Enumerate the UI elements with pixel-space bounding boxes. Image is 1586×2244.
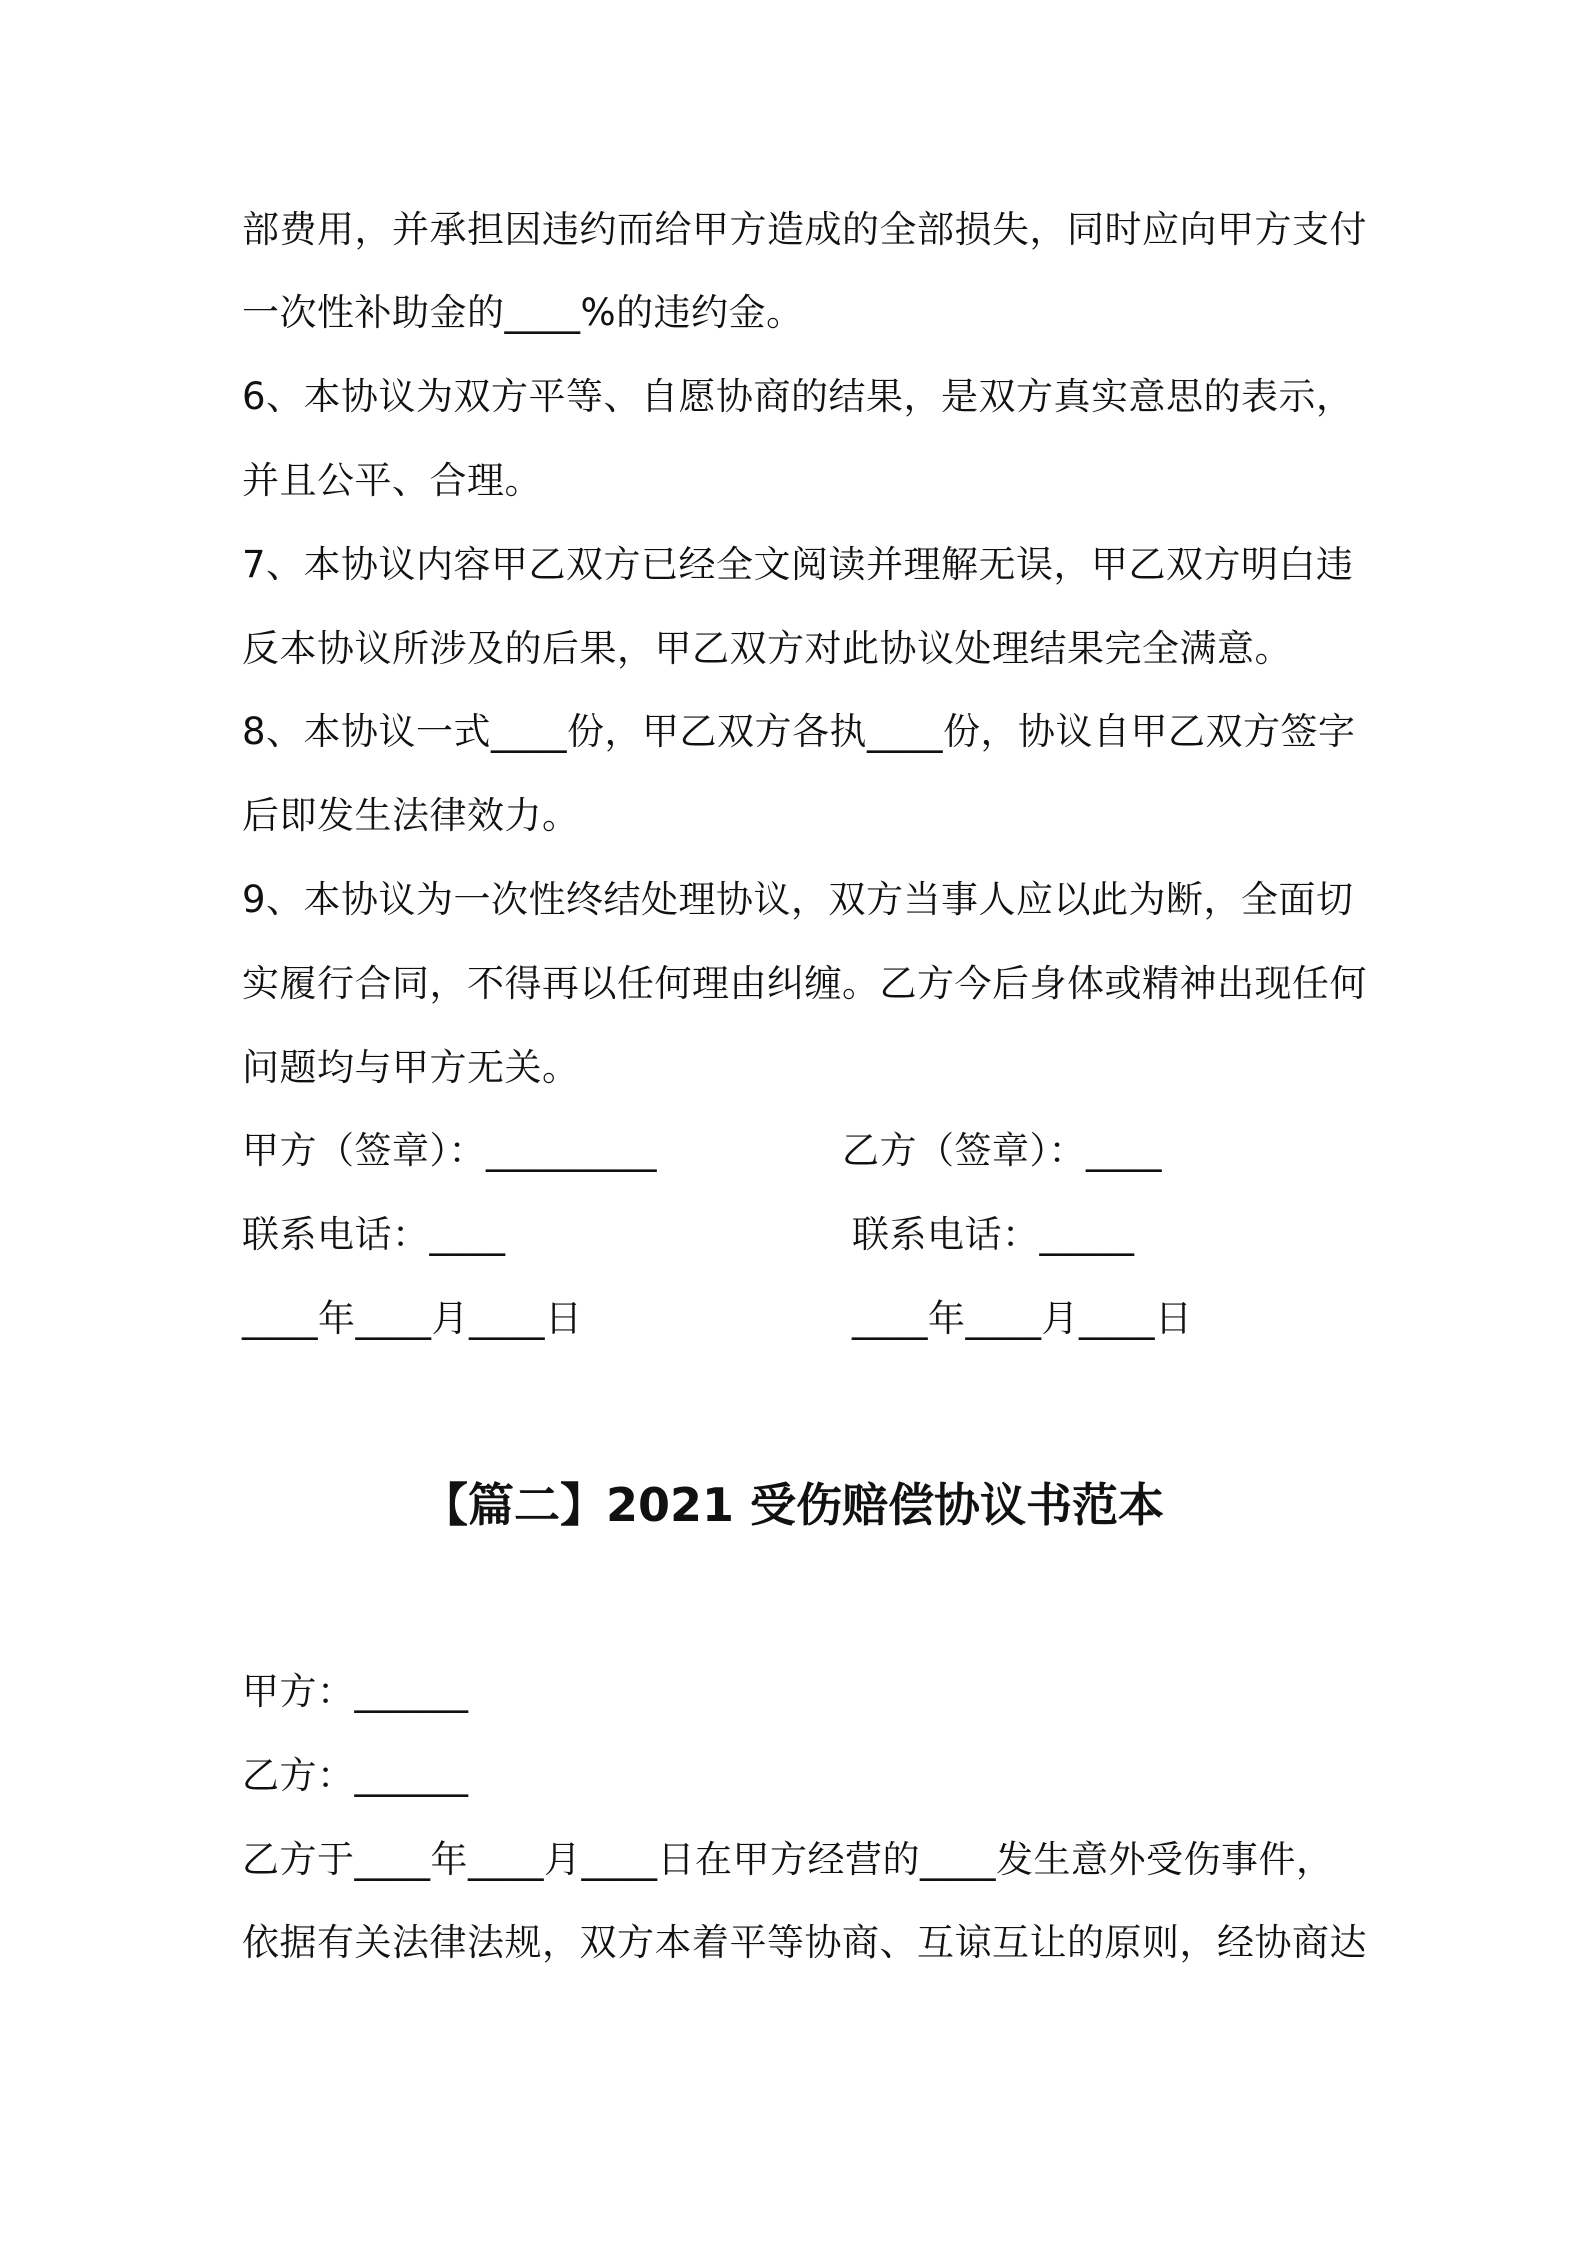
paragraph-line: 实履行合同，不得再以任何理由纠缠。乙方今后身体或精神出现任何 bbox=[242, 962, 1367, 1005]
paragraph-line: 部费用，并承担因违约而给甲方造成的全部损失，同时应向甲方支付 bbox=[242, 208, 1367, 251]
clause-8-line: 8、本协议一式____份，甲乙双方各执____份，协议自甲乙双方签字 bbox=[242, 710, 1356, 753]
paragraph-line: 反本协议所涉及的后果，甲乙双方对此协议处理结果完全满意。 bbox=[242, 627, 1292, 670]
clause-6-line: 6、本协议为双方平等、自愿协商的结果，是双方真实意思的表示， bbox=[242, 375, 1354, 418]
paragraph-line: 一次性补助金的____%的违约金。 bbox=[242, 291, 804, 334]
paragraph-line: 后即发生法律效力。 bbox=[242, 794, 580, 837]
paragraph-line: 问题均与甲方无关。 bbox=[242, 1046, 580, 1089]
party-a-field: 甲方：______ bbox=[242, 1670, 469, 1713]
party-b-field: 乙方：______ bbox=[242, 1754, 469, 1797]
paragraph-line: 依据有关法律法规，双方本着平等协商、互谅互让的原则，经协商达 bbox=[242, 1921, 1367, 1964]
party-b-phone: 联系电话：_____ bbox=[852, 1213, 1135, 1256]
paragraph-line: 乙方于____年____月____日在甲方经营的____发生意外受伤事件， bbox=[242, 1838, 1334, 1881]
party-b-date: ____年____月____日 bbox=[852, 1297, 1193, 1340]
clause-9-line: 9、本协议为一次性终结处理协议，双方当事人应以此为断，全面切 bbox=[242, 878, 1354, 921]
clause-7-line: 7、本协议内容甲乙双方已经全文阅读并理解无误，甲乙双方明白违 bbox=[242, 543, 1354, 586]
party-b-signature: 乙方（签章）：____ bbox=[842, 1129, 1162, 1172]
party-a-date: ____年____月____日 bbox=[242, 1297, 583, 1340]
paragraph-line: 并且公平、合理。 bbox=[242, 459, 542, 502]
section-title: 【篇二】2021 受伤赔偿协议书范本 bbox=[421, 1478, 1165, 1532]
party-a-phone: 联系电话：____ bbox=[242, 1213, 506, 1256]
party-a-signature: 甲方（签章）：_________ bbox=[242, 1129, 657, 1172]
